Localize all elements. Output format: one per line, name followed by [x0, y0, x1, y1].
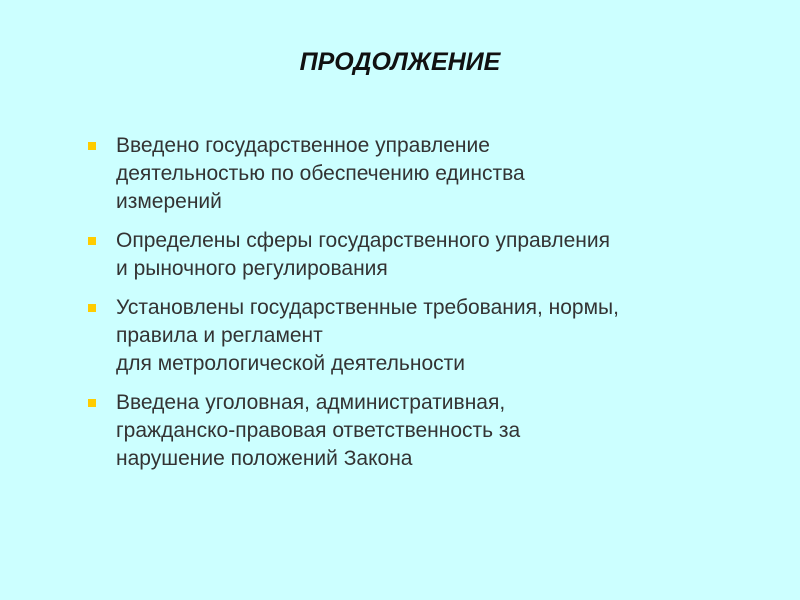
bullet-item-4	[84, 389, 764, 473]
bullet-3-line-3: для метрологической деятельности	[116, 352, 465, 375]
bullet-item-3	[84, 294, 764, 378]
bullet-item-2	[84, 227, 764, 283]
bullet-4-line-1: Введена уголовная, административная,	[116, 391, 506, 414]
square-bullet-icon	[88, 399, 96, 407]
bullet-3-line-1: Установлены государственные требования, нормы,	[116, 296, 619, 319]
square-bullet-icon	[88, 237, 96, 245]
slide-title: ПРОДОЛЖЕНИЕ	[299, 48, 501, 76]
bullet-2-line-1: Определены сферы государственного управления	[116, 229, 610, 252]
bullet-item-1	[84, 132, 764, 216]
bullet-4-line-2: гражданско-правовая ответственность за	[116, 419, 521, 442]
bullet-2-line-2: и рыночного регулирования	[116, 257, 388, 280]
bullet-1-line-1: Введено государственное управление	[116, 134, 490, 157]
bullet-list	[84, 132, 764, 484]
bullet-4-line-3: нарушение положений Закона	[116, 447, 413, 470]
square-bullet-icon	[88, 142, 96, 150]
bullet-1-line-2: деятельностью по обеспечению единства	[116, 162, 525, 185]
square-bullet-icon	[88, 304, 96, 312]
bullet-3-line-2: правила и регламент	[116, 324, 323, 347]
bullet-1-line-3: измерений	[116, 190, 222, 213]
